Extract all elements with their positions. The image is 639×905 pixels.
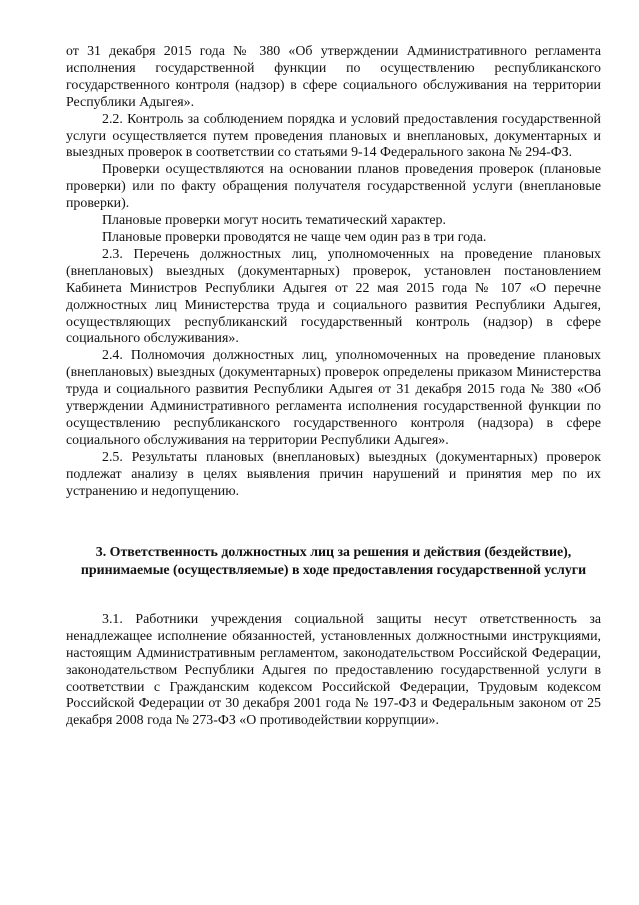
paragraph-planned-frequency: Плановые проверки проводятся не чаще чем один раз в три года. [102, 229, 487, 245]
paragraph-3-1-responsibility: 3.1. Работники учреждения социальной защиты несут ответственность за ненадлежащее исполнение обязанностей, установленных должностными инструкциями, настоящим Административным регламентом, законодательством Российской Федерации, законодательством Республики Адыгея по предоставлению государственной услуги в соответствии с Гражданским кодексом Российской Федерации, Трудовым кодексом Российской Федерации от 30 декабря 2001 года № 197-ФЗ и Федеральным законом от 25 декабря 2008 года № 273-ФЗ «О противодействии коррупции». [66, 611, 601, 729]
paragraph-order-reference-continuation: от 31 декабря 2015 года № 380 «Об утверждении Административного регламента исполнения государственной функции по осуществлению республиканского государственного контроля (надзор) в сфере социального обслуживания на территории Республики Адыгея». [66, 44, 601, 110]
document-page [66, 44, 601, 730]
paragraph-2-3-officials-list: 2.3. Перечень должностных лиц, уполномоченных на проведение плановых (внеплановых) выездных (документарных) проверок, установлен постановлением Кабинета Министров Республики Адыгея от 22 мая 2015 года № 107 «О перечне должностных лиц Министерства труда и социального развития Республики Адыгея, осуществляющих республиканский государственный контроль (надзор) в сфере социального обслуживания». [66, 246, 601, 347]
paragraph-2-5-results: 2.5. Результаты плановых (внеплановых) выездных (документарных) проверок подлежат анализу в целях выявления причин нарушений и принятия мер по их устранению и недопущению. [66, 449, 601, 499]
paragraph-2-2-control: 2.2. Контроль за соблюдением порядка и условий предоставления государственной услуги осуществляется путем проведения плановых и внеплановых, документарных и выездных проверок в соответствии со статьями 9-14 Федерального закона № 294-ФЗ. [66, 111, 601, 161]
paragraph-2-4-officials-powers: 2.4. Полномочия должностных лиц, уполномоченных на проведение плановых (внеплановых) выездных (документарных) проверок определены приказом Министерства труда и социального развития Республики Адыгея от 31 декабря 2015 года № 380 «Об утверждении Административного регламента исполнения государственной функции по осуществлению республиканского государственного контроля (надзора) в сфере социального обслуживания на территории Республики Адыгея». [66, 348, 601, 448]
paragraph-planned-thematic: Плановые проверки могут носить тематический характер. [102, 213, 446, 229]
section-3-heading: 3. Ответственность должностных лиц за решения и действия (бездействие), принимаемые (осуществляемые) в ходе предоставления государственной услуги [80, 545, 587, 578]
paragraph-inspections-basis: Проверки осуществляются на основании планов проведения проверок (плановые проверки) или по факту обращения получателя государственной услуги (внеплановые проверки). [66, 162, 601, 212]
